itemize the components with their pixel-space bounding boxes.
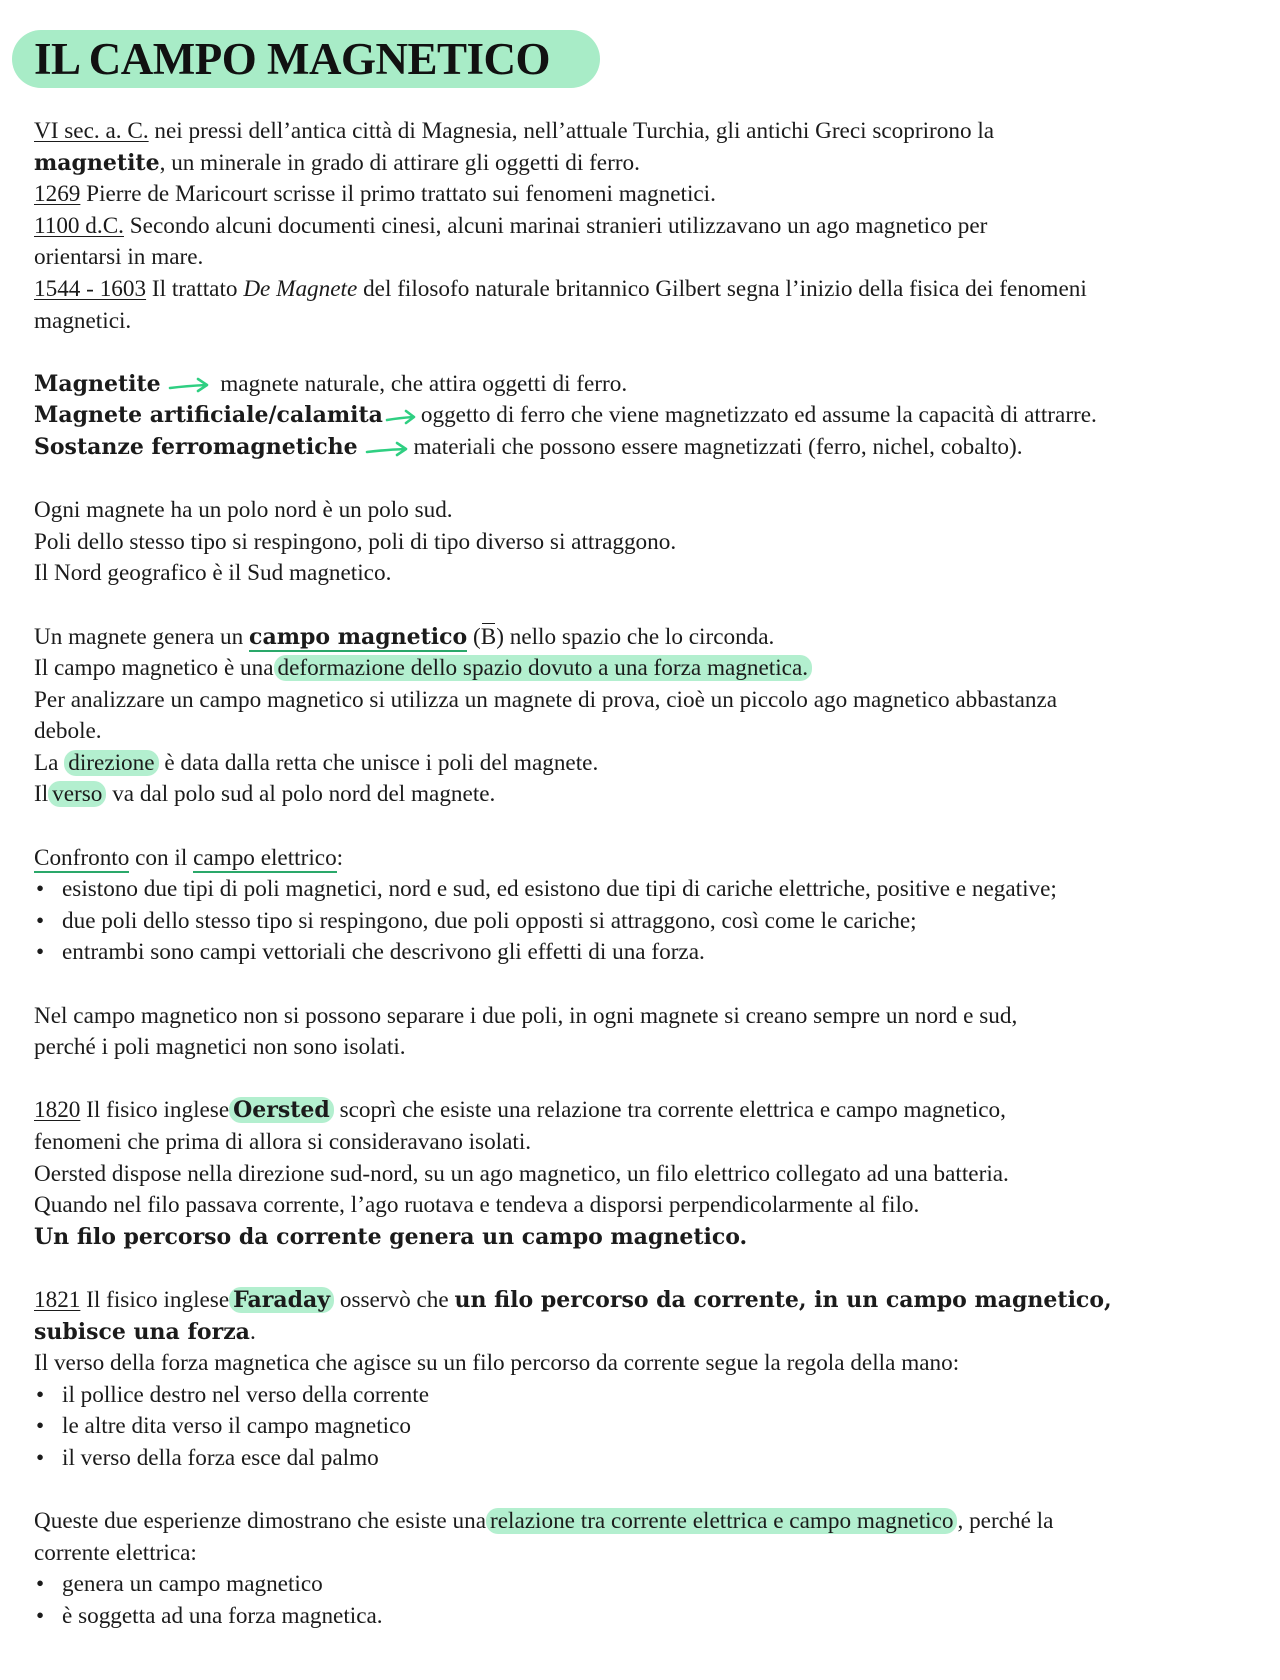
history-line-6: 1544 - 1603 Il trattato De Magnete del filosofo naturale britannico Gilbert segna l’inizio della fisica dei fenomeni [34, 275, 1087, 302]
highlight-direzione: direzione [64, 750, 158, 776]
oersted-conclusion: Un filo percorso da corrente genera un campo magnetico. [34, 1223, 748, 1250]
oersted-line-4: Quando nel filo passava corrente, l’ago ruotava e tendeva a disporsi perpendicolarmente al filo. [34, 1192, 920, 1219]
conclusion-bullet-2: • è soggetta ad una forza magnetica. [34, 1601, 1270, 1633]
definition-ferromagnetic: Sostanze ferromagnetiche materiali che possono essere magnetizzati (ferro, nichel, cobalto). [34, 433, 1023, 460]
oersted-line-2: fenomeni che prima di allora si consideravano isolati. [34, 1129, 532, 1155]
definition-artificial-magnet: Magnete artificiale/calamita oggetto di ferro che viene magnetizzato ed assume la capacità di attrarre. [34, 402, 1097, 429]
conclusion-line-1: Queste due esperienze dimostrano che esiste una relazione tra corrente elettrica e campo magnetico , perché la [34, 1508, 1054, 1535]
magnetite-term: magnetite [34, 149, 160, 176]
comparison-bullet-3: • entrambi sono campi vettoriali che descrivono gli effetti di una forza. [34, 937, 1270, 969]
poles-line-2: Poli dello stesso tipo si respingono, poli di tipo diverso si attraggono. [34, 528, 677, 555]
history-line-5: orientarsi in mare. [34, 244, 204, 271]
highlight-deformazione: deformazione dello spazio dovuto a una forza magnetica. [274, 655, 813, 681]
date-1544: 1544 - 1603 [34, 275, 147, 302]
poles-line-1: Ogni magnete ha un polo nord è un polo sud. [34, 497, 453, 524]
field-line-2: Il campo magnetico è una deformazione dello spazio dovuto a una forza magnetica. [34, 653, 1270, 685]
poles-line-3: Il Nord geografico è il Sud magnetico. [34, 560, 392, 587]
separation-line-1: Nel campo magnetico non si possono separare i due poli, in ogni magnete si creano sempre un nord e sud, [34, 1002, 1018, 1029]
history-line-7: magnetici. [34, 307, 132, 334]
oersted-line-1: 1820 Il fisico inglese Oersted scoprì che esiste una relazione tra corrente elettrica e campo magnetico, [34, 1097, 1006, 1124]
hand-rule-bullet-1: • il pollice destro nel verso della corrente [34, 1380, 1270, 1412]
comparison-bullet-1: • esistono due tipi di poli magnetici, nord e sud, ed esistono due tipi di cariche elettriche, positive e negative; [34, 874, 1270, 906]
hand-rule-bullet-3: • il verso della forza esce dal palmo [34, 1443, 1270, 1475]
history-line-4: 1100 d.C. Secondo alcuni documenti cinesi, alcuni marinai stranieri utilizzavano un ago magnetico per [34, 212, 988, 239]
history-line-3: 1269 Pierre de Maricourt scrisse il primo trattato sui fenomeni magnetici. [34, 181, 716, 208]
de-magnete-title: De Magnete [243, 275, 358, 302]
page-title: IL CAMPO MAGNETICO [34, 34, 551, 84]
title-highlight [12, 30, 600, 88]
arrow-right-icon [385, 408, 419, 426]
date-1820: 1820 [34, 1097, 81, 1124]
highlight-faraday: Faraday [229, 1287, 334, 1313]
oersted-line-3: Oersted dispose nella direzione sud-nord, su un ago magnetico, un filo elettrico collegato ad una batteria. [34, 1160, 1009, 1187]
arrow-right-icon [168, 376, 212, 394]
field-line-1: Un magnete genera un campo magnetico (B) nello spazio che lo circonda. [34, 622, 1270, 654]
faraday-line-2: subisce una forza. [34, 1318, 256, 1345]
history-line-1: VI sec. a. C. nei pressi dell’antica città di Magnesia, nell’attuale Turchia, gli antichi Greci scoprirono la [34, 118, 995, 144]
confronto-word: Confronto [34, 844, 130, 871]
highlight-verso: verso [48, 781, 106, 807]
vector-b-symbol: B [481, 622, 496, 654]
comparison-bullet-2: • due poli dello stesso tipo si respingono, due poli opposti si attraggono, così come le cariche; [34, 906, 1270, 938]
date-1269: 1269 [34, 181, 81, 208]
campo-magnetico-term: campo magnetico [249, 623, 468, 650]
date-1100: 1100 d.C. [34, 212, 124, 239]
conclusion-bullet-1: • genera un campo magnetico [34, 1569, 1270, 1601]
arrow-right-icon [365, 440, 411, 458]
field-line-3: Per analizzare un campo magnetico si utilizza un magnete di prova, cioè un piccolo ago magnetico abbastanza [34, 686, 1058, 713]
definition-magnetite: Magnetite magnete naturale, che attira oggetti di ferro. [34, 370, 628, 397]
faraday-line-3: Il verso della forza magnetica che agisce su un filo percorso da corrente segue la regola della mano: [34, 1350, 960, 1377]
field-line-4: debole. [34, 718, 102, 745]
highlight-relazione: relazione tra corrente elettrica e campo magnetico [486, 1508, 957, 1534]
field-line-5: La direzione è data dalla retta che unisce i poli del magnete. [34, 749, 599, 776]
notes-body [34, 116, 1270, 1633]
field-line-6: Il verso va dal polo sud al polo nord del magnete. [34, 781, 496, 808]
highlight-oersted: Oersted [229, 1097, 334, 1123]
faraday-line-1: 1821 Il fisico inglese Faraday osservò che un filo percorso da corrente, in un campo magnetico, [34, 1286, 1112, 1313]
date-1821: 1821 [34, 1286, 81, 1313]
campo-elettrico-word: campo elettrico [193, 844, 337, 871]
date-vi-sec: VI sec. a. C. [34, 118, 149, 144]
hand-rule-bullet-2: • le altre dita verso il campo magnetico [34, 1411, 1270, 1443]
conclusion-line-2: corrente elettrica: [34, 1539, 197, 1566]
comparison-heading: Confronto con il campo elettrico: [34, 844, 344, 871]
history-line-2: magnetite, un minerale in grado di attirare gli oggetti di ferro. [34, 149, 640, 176]
separation-line-2: perché i poli magnetici non sono isolati. [34, 1034, 406, 1061]
